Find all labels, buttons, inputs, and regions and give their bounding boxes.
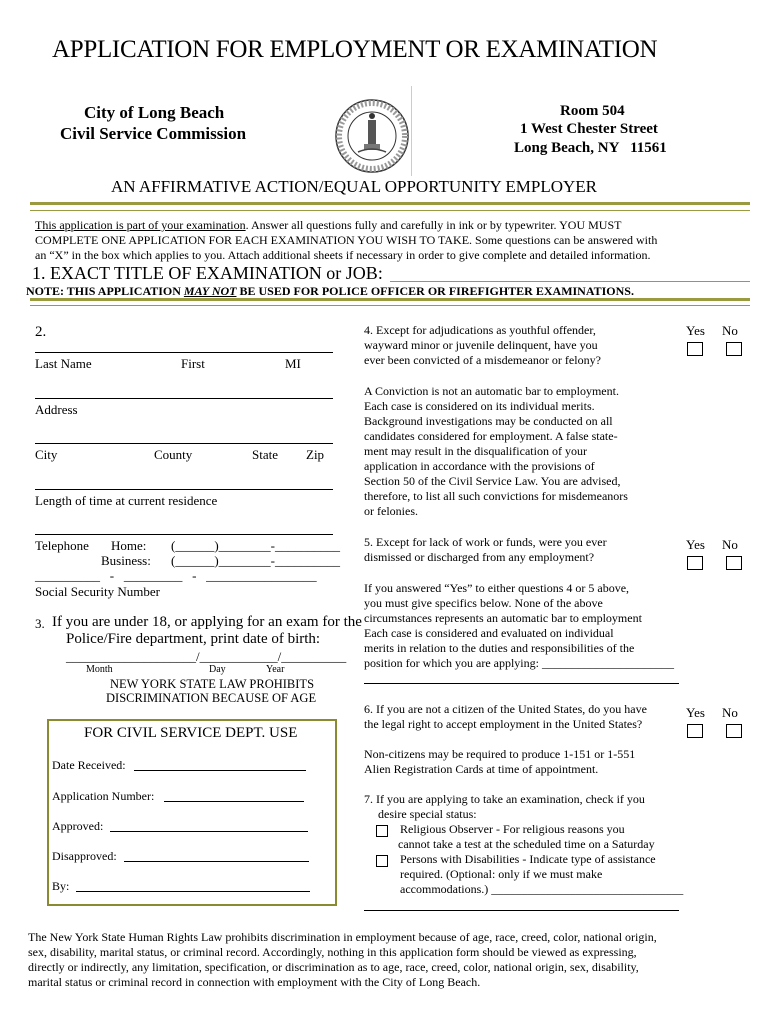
q1-note-prefix: NOTE: THIS APPLICATION xyxy=(26,284,184,298)
dob-field[interactable]: ____________________/____________/__________ xyxy=(66,649,347,664)
q1-note-suffix: BE USED FOR POLICE OFFICER OR FIREFIGHTER EXAMINATIONS. xyxy=(236,284,634,298)
q5-specifics-line[interactable] xyxy=(364,683,679,684)
footer-line2: sex, disability, marital status, or criminal record. Accordingly, nothing in this application form should be viewed as expressing, xyxy=(28,945,637,959)
zip-label: Zip xyxy=(306,447,325,462)
q4-para-6: application in accordance with the provisions of xyxy=(364,459,595,473)
q5-para-2: you must give specifics below. None of the above xyxy=(364,596,603,610)
q6-line1: 6. If you are not a citizen of the United States, do you have xyxy=(364,702,647,716)
q3-line1: If you are under 18, or applying for an exam for the xyxy=(52,614,362,630)
q1-heading: 1. EXACT TITLE OF EXAMINATION or JOB: xyxy=(32,263,383,283)
disabilities-line3[interactable]: accommodations.) ________________________________ xyxy=(400,882,684,896)
telephone-top-line xyxy=(35,534,333,535)
disapproved-line[interactable] xyxy=(124,861,309,862)
approved-label: Approved: xyxy=(52,819,104,833)
top-rule-thin xyxy=(30,210,750,211)
mi-label: MI xyxy=(285,356,301,371)
q4-para-2: Each case is considered on its individual merits. xyxy=(364,399,595,413)
first-name-label: First xyxy=(181,356,205,371)
footer-line3: directly or indirectly, any limitation, specification, or discrimination as to age, race, creed, color, national origin, sex, disability, xyxy=(28,960,639,974)
address-input-line[interactable] xyxy=(35,398,333,399)
disabilities-line2: required. (Optional: only if we must make xyxy=(400,867,603,881)
approved-line[interactable] xyxy=(110,831,308,832)
office-use-title: FOR CIVIL SERVICE DEPT. USE xyxy=(84,725,298,741)
q6-yes-label: Yes xyxy=(686,705,705,720)
instructions-underlined: This application is part of your examination xyxy=(35,218,246,232)
org-name: City of Long Beach xyxy=(84,103,225,122)
city-label: City xyxy=(35,447,58,462)
residence-label: Length of time at current residence xyxy=(35,493,218,508)
instructions-line1-text: . Answer all questions fully and carefully in ink or by typewriter. YOU MUST xyxy=(245,218,622,232)
q5-yes-checkbox[interactable] xyxy=(687,556,703,570)
office-use-box xyxy=(47,719,337,906)
q4-para-7: Section 50 of the Civil Service Law. You are advised, xyxy=(364,474,621,488)
q5-para-6: position for which you are applying: ______________________ xyxy=(364,656,674,670)
q6-para-1: Non-citizens may be required to produce 1-151 or 1-551 xyxy=(364,747,636,761)
state-label: State xyxy=(252,447,278,462)
q7-line2: desire special status: xyxy=(378,807,477,821)
by-line[interactable] xyxy=(76,891,310,892)
q5-line2: dismissed or discharged from any employment? xyxy=(364,550,595,564)
application-number-line[interactable] xyxy=(164,801,304,802)
mid-rule-thin xyxy=(30,305,750,306)
q3-line2: Police/Fire department, print date of birth: xyxy=(66,631,321,647)
ssn-label: Social Security Number xyxy=(35,584,160,599)
q4-para-4: candidates considered for employment. A false state- xyxy=(364,429,618,443)
q1-answer-rule[interactable] xyxy=(390,281,750,282)
disapproved-label: Disapproved: xyxy=(52,849,117,863)
address-city: Long Beach, NY 11561 xyxy=(514,140,667,156)
q7-line1: 7. If you are applying to take an examination, check if you xyxy=(364,792,645,806)
ssn-field[interactable]: __________ - _________ - _________________ xyxy=(35,568,317,583)
instructions-line3: an “X” in the box which applies to you. Attach additional sheets if necessary in order to give complete and detailed information. xyxy=(35,248,651,262)
q4-line1: 4. Except for adjudications as youthful offender, xyxy=(364,323,596,337)
business-phone-field[interactable]: (______)________-__________ xyxy=(171,553,340,568)
q6-para-2: Alien Registration Cards at time of appointment. xyxy=(364,762,599,776)
age-law-line1: NEW YORK STATE LAW PROHIBITS xyxy=(110,677,315,691)
q1-note xyxy=(26,284,634,299)
page-title: APPLICATION FOR EMPLOYMENT OR EXAMINATION xyxy=(52,36,658,63)
q5-para-1: If you answered “Yes” to either questions 4 or 5 above, xyxy=(364,581,630,595)
q5-line1: 5. Except for lack of work or funds, were you ever xyxy=(364,535,607,549)
q4-para-3: Background investigations may be conducted on all xyxy=(364,414,613,428)
q4-line3: ever been convicted of a misdemeanor or felony? xyxy=(364,353,601,367)
name-input-line[interactable] xyxy=(35,352,333,353)
home-phone-label: Home: xyxy=(111,538,147,553)
mid-rule xyxy=(30,298,750,301)
q3-number: 3. xyxy=(35,616,45,631)
dob-day-label: Day xyxy=(209,664,226,675)
q4-para-8: therefore, to list all such convictions for misdemeanors xyxy=(364,489,628,503)
city-input-line[interactable] xyxy=(35,443,333,444)
q5-para-5: merits in relation to the duties and responsibilities of the xyxy=(364,641,635,655)
q4-para-1: A Conviction is not an automatic bar to employment. xyxy=(364,384,619,398)
date-received-line[interactable] xyxy=(134,770,306,771)
application-number-label: Application Number: xyxy=(52,789,155,803)
q5-yes-label: Yes xyxy=(686,537,705,552)
instructions-line1 xyxy=(35,218,621,233)
q6-yes-checkbox[interactable] xyxy=(687,724,703,738)
by-label: By: xyxy=(52,879,70,893)
address-street: 1 West Chester Street xyxy=(520,121,658,137)
q4-para-5: ment may result in the disqualification of your xyxy=(364,444,587,458)
q5-para-4: Each case is considered and evaluated on individual xyxy=(364,626,614,640)
footer-line4: marital status or criminal record in connection with employment with the City of Long Beach. xyxy=(28,975,481,989)
org-commission: Civil Service Commission xyxy=(60,124,247,143)
q5-no-checkbox[interactable] xyxy=(726,556,742,570)
q6-no-checkbox[interactable] xyxy=(726,724,742,738)
q6-line2: the legal right to accept employment in the United States? xyxy=(364,717,643,731)
q7-extra-line[interactable] xyxy=(364,910,679,911)
instructions-line2: COMPLETE ONE APPLICATION FOR EACH EXAMINATION YOU WISH TO TAKE. Some questions can be answered with xyxy=(35,233,658,247)
q4-no-checkbox[interactable] xyxy=(726,342,742,356)
header-divider xyxy=(411,86,412,176)
religious-observer-checkbox[interactable] xyxy=(376,825,388,837)
q5-para-3: circumstances represents an automatic bar to employment xyxy=(364,611,642,625)
q1-note-emph: MAY NOT xyxy=(183,284,237,298)
q5-no-label: No xyxy=(722,537,738,552)
q4-line2: wayward minor or juvenile delinquent, have you xyxy=(364,338,598,352)
affirmative-action-line: AN AFFIRMATIVE ACTION/EQUAL OPPORTUNITY EMPLOYER xyxy=(111,177,598,196)
q4-yes-label: Yes xyxy=(686,323,705,338)
religious-observer-line2: cannot take a test at the scheduled time on a Saturday xyxy=(398,837,655,851)
disabilities-line1: Persons with Disabilities - Indicate type of assistance xyxy=(400,852,656,866)
q4-para-9: or felonies. xyxy=(364,504,418,518)
address-label: Address xyxy=(35,402,78,417)
footer-line1: The New York State Human Rights Law prohibits discrimination in employment because of age, race, creed, color, national origin, xyxy=(28,930,657,944)
home-phone-field[interactable]: (______)________-__________ xyxy=(171,538,340,553)
dob-month-label: Month xyxy=(86,664,113,675)
residence-input-line[interactable] xyxy=(35,489,333,490)
disabilities-checkbox[interactable] xyxy=(376,855,388,867)
q6-no-label: No xyxy=(722,705,738,720)
q4-no-label: No xyxy=(722,323,738,338)
q4-yes-checkbox[interactable] xyxy=(687,342,703,356)
city-seal-icon xyxy=(330,96,414,176)
date-received-label: Date Received: xyxy=(52,758,126,772)
dob-year-label: Year xyxy=(266,664,285,675)
top-rule xyxy=(30,202,750,205)
age-law-line2: DISCRIMINATION BECAUSE OF AGE xyxy=(106,691,317,705)
business-phone-label: Business: xyxy=(101,553,151,568)
telephone-label: Telephone xyxy=(35,538,89,553)
q2-number: 2. xyxy=(35,324,47,340)
address-room: Room 504 xyxy=(560,103,625,119)
religious-observer-line1: Religious Observer - For religious reasons you xyxy=(400,822,625,836)
last-name-label: Last Name xyxy=(35,356,92,371)
county-label: County xyxy=(154,447,193,462)
